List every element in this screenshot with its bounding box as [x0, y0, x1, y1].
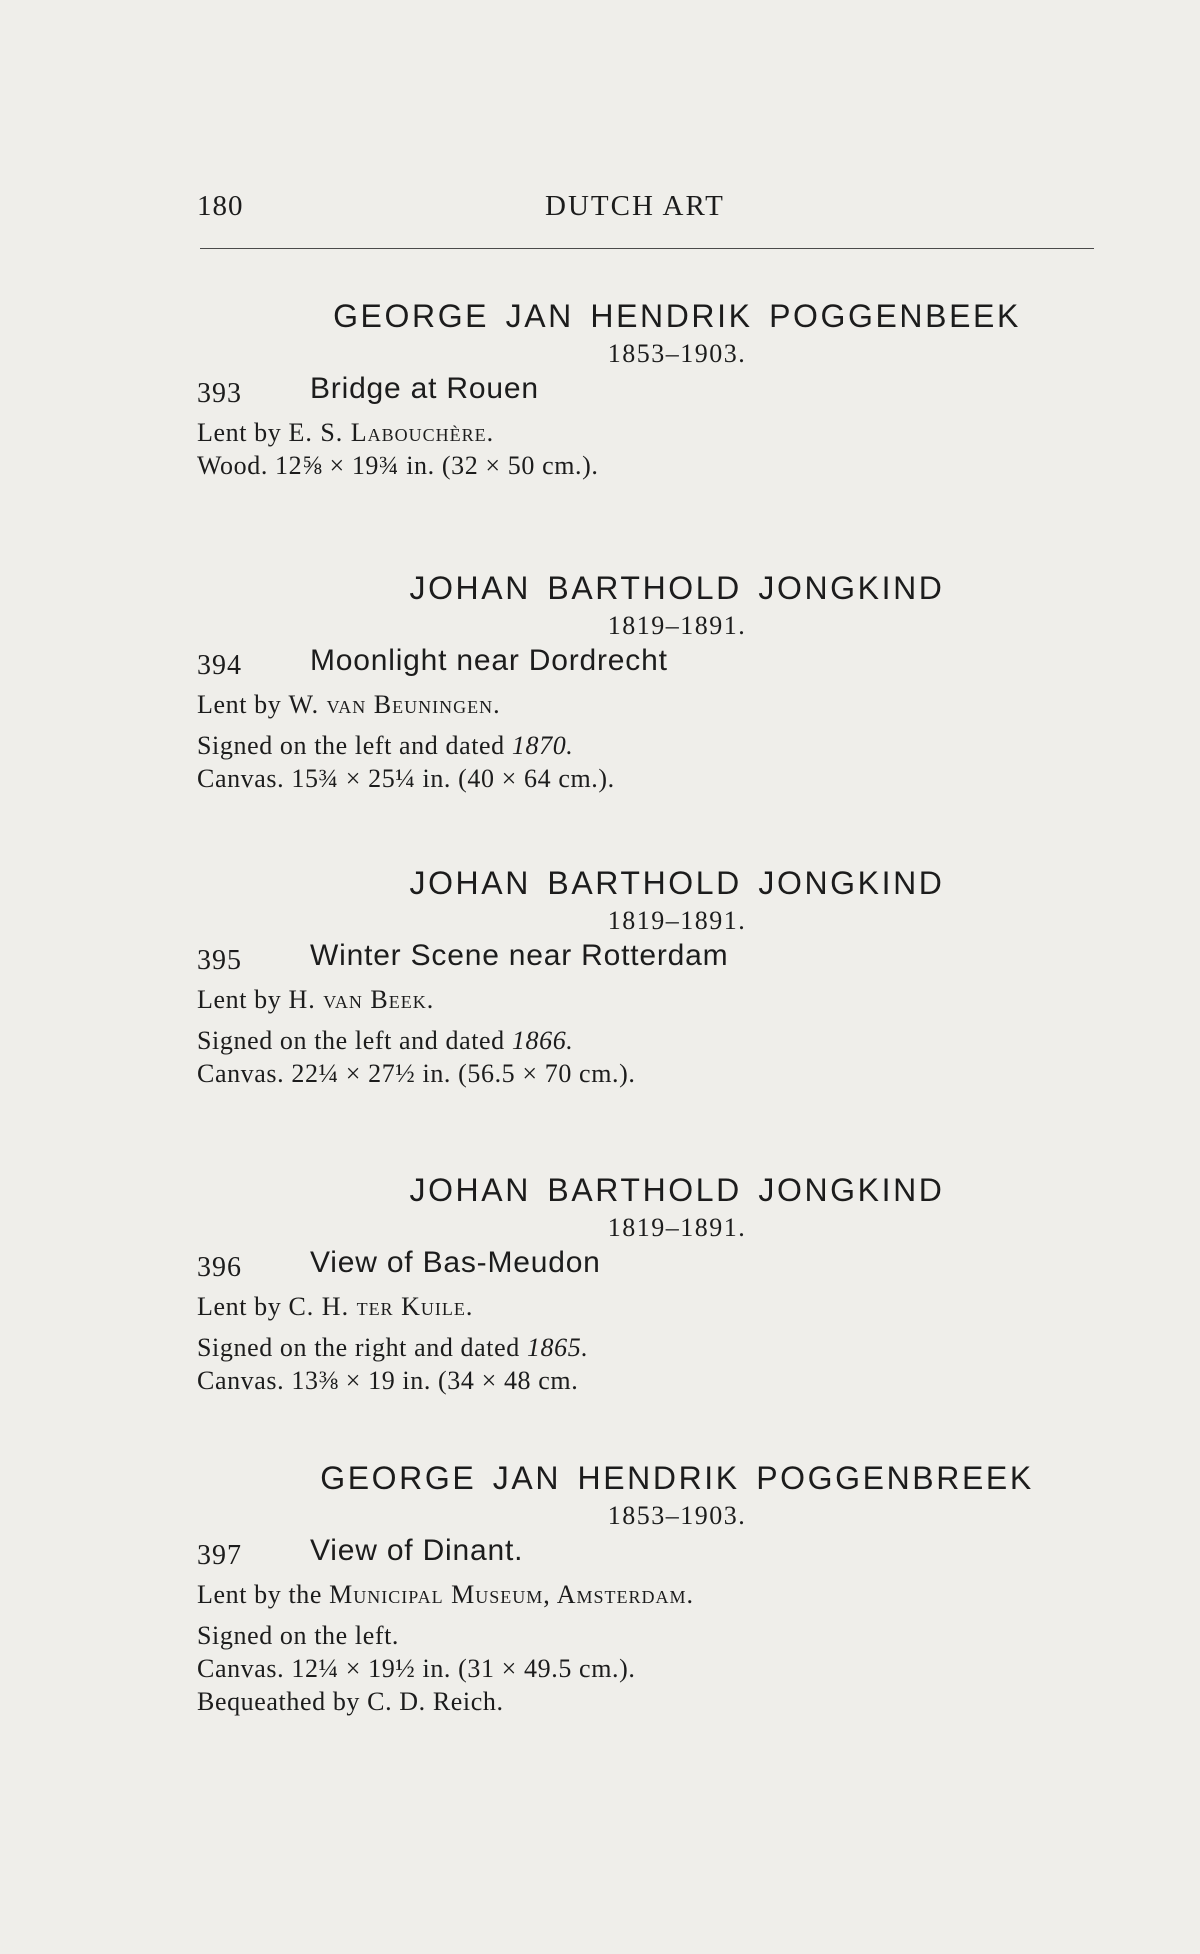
- lender-name: W. van Beuningen.: [288, 690, 501, 719]
- entry-title: Winter Scene near Rotterdam: [310, 939, 729, 972]
- catalogue-entry: [197, 1458, 1097, 1718]
- catalogue-entry: [197, 1170, 1097, 1397]
- lender-line: [197, 416, 1097, 449]
- artist-dates: 1853–1903.: [607, 339, 747, 368]
- entry-number: 397: [197, 1540, 242, 1571]
- entry-title: View of Dinant.: [310, 1534, 524, 1567]
- entry-heading: [197, 1246, 1097, 1290]
- lender-line: [197, 1578, 1097, 1611]
- medium-line: Canvas. 12¼ × 19½ in. (31 × 49.5 cm.).: [197, 1654, 636, 1683]
- artist-name: GEORGE JAN HENDRIK POGGENBREEK: [320, 1460, 1034, 1496]
- signed-line: [197, 1331, 1097, 1364]
- lender-name: E. S. Labouchère.: [288, 418, 495, 447]
- page-number: 180: [197, 190, 244, 222]
- artist-name: GEORGE JAN HENDRIK POGGENBEEK: [333, 298, 1021, 334]
- signed-line: [197, 1024, 1097, 1057]
- entry-heading: [197, 939, 1097, 983]
- signed-text: Signed on the left.: [197, 1621, 400, 1650]
- entry-title: View of Bas-Meudon: [310, 1246, 601, 1279]
- running-title: DUTCH ART: [545, 190, 725, 222]
- signed-text: Signed on the right and dated: [197, 1333, 527, 1362]
- entry-number: 396: [197, 1252, 242, 1283]
- entry-title: Bridge at Rouen: [310, 372, 539, 405]
- lender-name: H. van Beek.: [288, 985, 435, 1014]
- lender-prefix: Lent by: [197, 1292, 289, 1321]
- entry-heading: [197, 1534, 1097, 1578]
- entry-heading: [197, 372, 1097, 416]
- signed-text: Signed on the left and dated: [197, 731, 512, 760]
- artist-dates: 1853–1903.: [607, 1501, 747, 1530]
- lender-prefix: Lent by the: [197, 1580, 330, 1609]
- signed-date: 1865.: [526, 1333, 589, 1362]
- catalogue-entry: [197, 568, 1097, 795]
- lender-name: C. H. ter Kuile.: [288, 1292, 474, 1321]
- provenance-note: Bequeathed by C. D. Reich.: [197, 1687, 504, 1716]
- header-rule: [200, 248, 1094, 249]
- artist-name: JOHAN BARTHOLD JONGKIND: [409, 865, 945, 901]
- medium-line: Canvas. 13⅜ × 19 in. (34 × 48 cm.: [197, 1366, 579, 1395]
- catalogue-entry: [197, 863, 1097, 1090]
- signed-date: 1866.: [511, 1026, 574, 1055]
- running-head: [197, 190, 1097, 230]
- signed-date: 1870.: [511, 731, 574, 760]
- medium-line: Wood. 12⅝ × 19¾ in. (32 × 50 cm.).: [197, 451, 599, 480]
- lender-prefix: Lent by: [197, 985, 289, 1014]
- catalogue-entry: [197, 296, 1097, 482]
- lender-line: [197, 688, 1097, 721]
- lender-line: [197, 983, 1097, 1016]
- signed-text: Signed on the left and dated: [197, 1026, 512, 1055]
- artist-dates: 1819–1891.: [607, 1213, 747, 1242]
- entry-number: 393: [197, 378, 242, 409]
- lender-name: Municipal Museum, Amsterdam.: [329, 1580, 695, 1609]
- artist-name: JOHAN BARTHOLD JONGKIND: [409, 1172, 945, 1208]
- entry-number: 395: [197, 945, 242, 976]
- signed-line: [197, 729, 1097, 762]
- lender-line: [197, 1290, 1097, 1323]
- artist-dates: 1819–1891.: [607, 611, 747, 640]
- lender-prefix: Lent by: [197, 690, 289, 719]
- medium-line: Canvas. 15¾ × 25¼ in. (40 × 64 cm.).: [197, 764, 615, 793]
- medium-line: Canvas. 22¼ × 27½ in. (56.5 × 70 cm.).: [197, 1059, 636, 1088]
- artist-name: JOHAN BARTHOLD JONGKIND: [409, 570, 945, 606]
- artist-dates: 1819–1891.: [607, 906, 747, 935]
- entry-title: Moonlight near Dordrecht: [310, 644, 668, 677]
- lender-prefix: Lent by: [197, 418, 289, 447]
- signed-line: [197, 1619, 1097, 1652]
- entry-number: 394: [197, 650, 242, 681]
- entry-heading: [197, 644, 1097, 688]
